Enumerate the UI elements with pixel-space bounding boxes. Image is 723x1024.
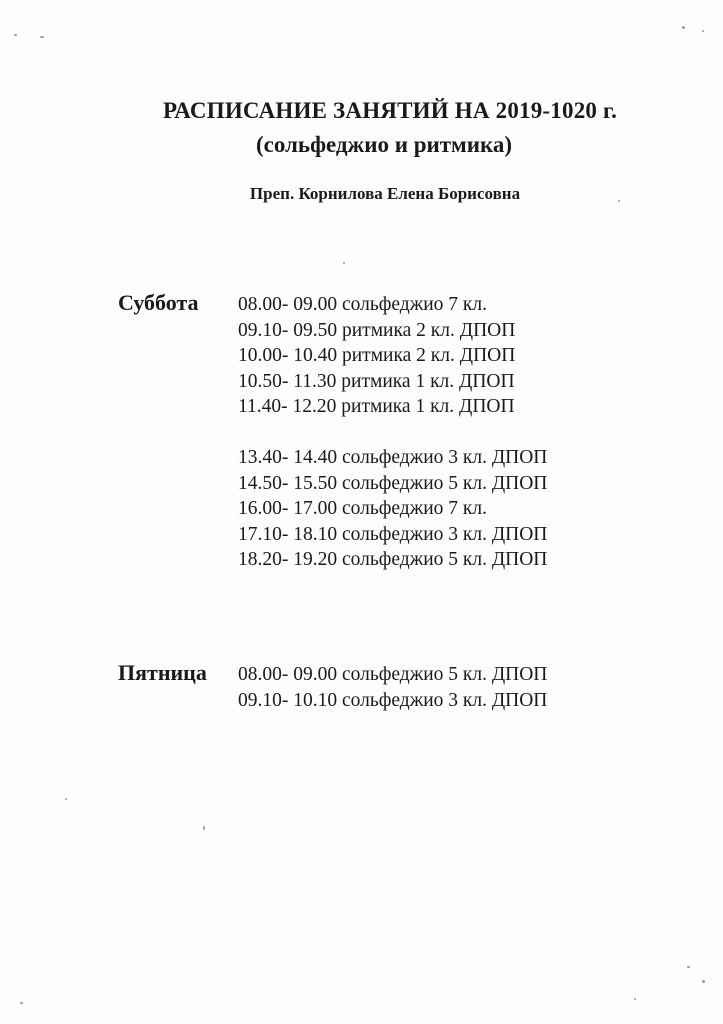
lesson-list-friday <box>238 662 547 713</box>
lesson-item: 08.00- 09.00 сольфеджио 5 кл. ДПОП <box>238 664 548 685</box>
document-subtitle: (сольфеджио и ритмика) <box>255 132 513 157</box>
scan-speck <box>687 966 690 968</box>
scan-speck <box>634 998 636 1000</box>
scan-speck <box>702 30 704 32</box>
teacher-name: Преп. Корнилова Елена Борисовна <box>249 184 521 203</box>
scan-speck <box>343 262 345 264</box>
lesson-list-saturday <box>238 292 547 573</box>
lesson-item: 10.50- 11.30 ритмика 1 кл. ДПОП <box>238 370 515 392</box>
scan-speck <box>20 1002 23 1004</box>
scan-speck <box>682 26 685 29</box>
scan-speck <box>14 34 17 36</box>
lesson-item: 09.10- 09.50 ритмика 2 кл. ДПОП <box>238 319 516 341</box>
lesson-item: 11.40- 12.20 ритмика 1 кл. ДПОП <box>238 396 515 418</box>
lesson-item: 09.10- 10.10 сольфеджио 3 кл. ДПОП <box>238 689 548 711</box>
scan-speck <box>40 36 44 38</box>
scan-speck <box>702 980 705 983</box>
lesson-item: 18.20- 19.20 сольфеджио 5 кл. ДПОП <box>238 549 548 571</box>
lesson-item: 13.40- 14.40 сольфеджио 3 кл. ДПОП <box>238 446 548 468</box>
scan-speck <box>203 826 205 830</box>
scan-speck <box>618 200 620 202</box>
document-title: РАСПИСАНИЕ ЗАНЯТИЙ НА 2019-1020 г. <box>162 98 618 123</box>
scan-speck <box>65 798 67 800</box>
lesson-item: 14.50- 15.50 сольфеджио 5 кл. ДПОП <box>238 472 548 494</box>
lesson-item: 10.00- 10.40 ритмика 2 кл. ДПОП <box>238 345 516 367</box>
lesson-item: 16.00- 17.00 сольфеджио 7 кл. <box>238 498 487 520</box>
day-label-saturday: Суббота <box>118 290 199 315</box>
lesson-item: 17.10- 18.10 сольфеджио 3 кл. ДПОП <box>238 523 548 545</box>
lesson-item: 08.00- 09.00 сольфеджио 7 кл. <box>238 294 487 315</box>
day-label-friday: Пятница <box>118 660 207 685</box>
